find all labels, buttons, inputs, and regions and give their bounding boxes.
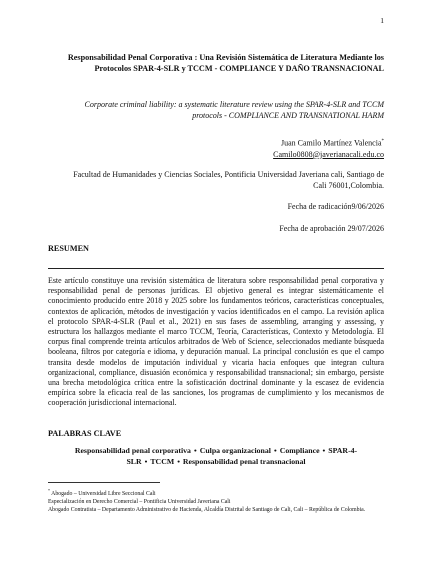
paper-subtitle-english: Corporate criminal liability: a systematic literature review using the SPAR-4-SLR and TCCM protocols - COMPLIANCE AND TRANSNATIONAL HARM (84, 100, 384, 120)
paper-title: Responsabilidad Penal Corporativa : Una Revisión Sistemática de Literatura Mediante los Protocolos SPAR-4-SLR y TCCM - COMPLIANCE Y DAÑO TRANSNACIONAL (67, 53, 384, 73)
footnote-line: Especialización en Derecho Comercial – Pontificia Universidad Javeriana Cali (48, 498, 231, 505)
keyword-separator: • (322, 446, 326, 455)
keywords-heading: PALABRAS CLAVE (48, 429, 122, 438)
keyword-item: Compliance (279, 446, 320, 455)
abstract-body: Este artículo constituye una revisión sistemática de literatura sobre responsabilidad penal corporativa y responsabilidad penal de personas jurídicas. El objetivo general es integrar sistemáticamente el conocimiento producido entre 2018 y 2025 sobre los fundamentos teóricos, características conceptuales, contextos de aplicación, métodos de investigación y vacíos identificados en el campo. La revisión aplica el protocolo SPAR-4-SLR (Paul et al., 2021) en sus fases de assembling, arranging y assessing, y estructura los hallazgos mediante el marco TCCM, Teoría, Características, Contexto y Metodología. El corpus final comprende treinta artículos arbitrados de Web of Science, seleccionados mediante búsqueda booleana, filtros por categoría e idioma, y depuración manual. La principal conclusión es que el campo transita desde modelos de imputación individual y vicaria hacia enfoques que integran cultura organizacional, compliance, disuasión económica y responsabilidad transnacional; sin embargo, persiste una brecha metodológica crítica entre la sofisticación doctrinal dominante y la escasez de evidencia empírica sobre la eficacia real de las sanciones, los programas de cumplimiento y los mecanismos de cooperación jurisdiccional internacional. (48, 276, 384, 408)
footnote-divider (48, 482, 160, 483)
keyword-item: SPAR-4-SLR (126, 446, 358, 466)
author-block (273, 136, 384, 160)
footnote-text: Abogado – Universidad Libre Seccional Cali (51, 490, 156, 497)
keyword-separator: • (144, 457, 148, 466)
abstract-divider (48, 268, 384, 269)
keyword-item: Responsabilidad penal transnacional (182, 457, 306, 466)
author-name: Juan Camilo Martínez Valencia (281, 138, 382, 148)
keyword-item: TCCM (150, 457, 175, 466)
date-received: Fecha de radicación9/06/2026 (287, 202, 384, 211)
page-number: 1 (380, 16, 384, 25)
author-line (273, 136, 384, 149)
footnote-marker: * (48, 488, 50, 493)
footnote-line: Abogado Contratista – Departamento Administrativo de Hacienda, Alcaldía Distrital de Santiago de Cali, Cali – República de Colombia. (48, 506, 366, 513)
keyword-separator: • (193, 446, 197, 455)
author-footnote-marker: * (381, 139, 384, 144)
keyword-item: Responsabilidad penal corporativa (74, 446, 191, 455)
footnote-line (48, 487, 384, 498)
date-approved: Fecha de aprobación 29/07/2026 (279, 224, 384, 233)
footnotes (48, 487, 384, 514)
keyword-separator: • (273, 446, 277, 455)
author-affiliation: Facultad de Humanidades y Ciencias Sociales, Pontificia Universidad Javeriana cali, Santiago de Cali 76001,Colombia. (73, 170, 384, 190)
author-email-link[interactable]: Camilo0808@javerianacali.edu.co (273, 149, 384, 159)
keywords-list (56, 445, 376, 467)
keyword-separator: • (177, 457, 180, 466)
keyword-item: Culpa organizacional (199, 446, 271, 455)
abstract-heading: RESUMEN (48, 244, 89, 253)
